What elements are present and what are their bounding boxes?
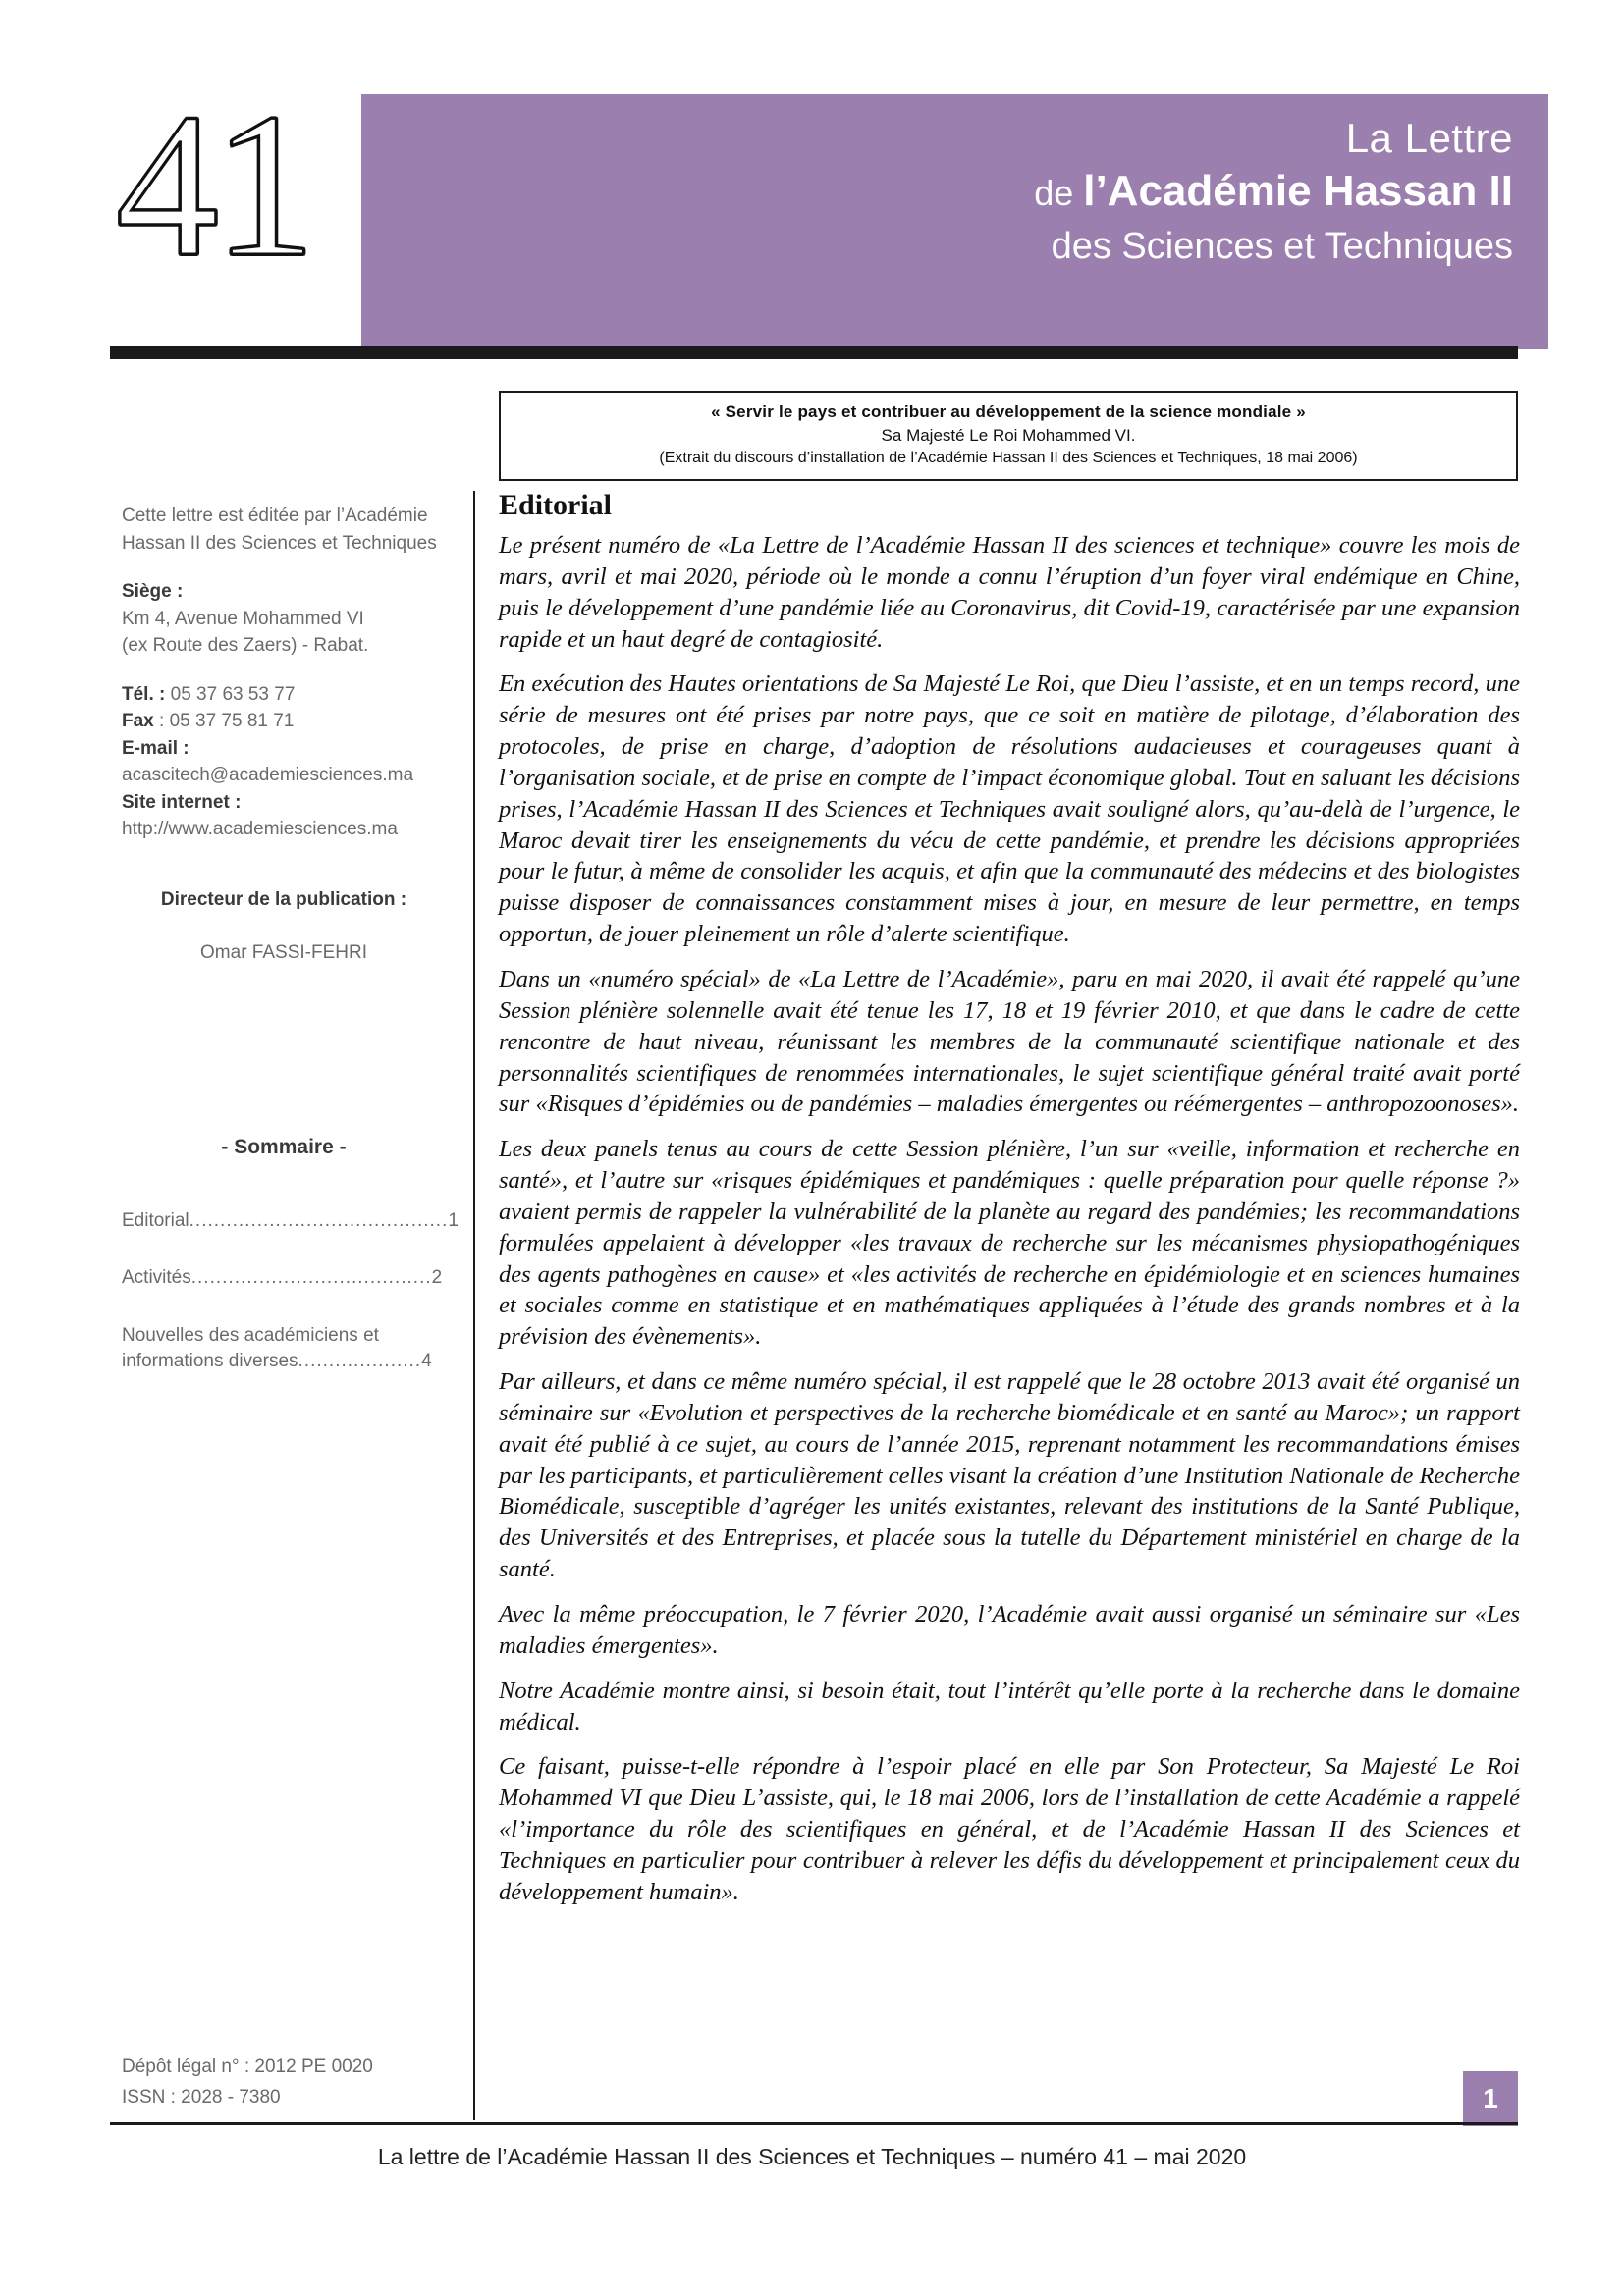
paragraph: Par ailleurs, et dans ce même numéro spécial, il est rappelé que le 28 octobre 2013 avait été organisé un séminaire sur «Evolution et perspectives de la recherche biomédicale et en santé au Maroc»; un rapport avait été publié à ce sujet, au cours de l’année 2015, reprenant notamment les recommandations émises par les participants, et particulièrement celles visant la création d’une Institution Nationale de Recherche Biomédicale, susceptible d’agréger les unités existantes, relevant des institutions de la Santé Publique, des Universités et des Entreprises, et placée sous la tutelle du Département ministériel en charge de la santé. bbox=[499, 1368, 1520, 1583]
telephone-value: 05 37 63 53 77 bbox=[165, 683, 296, 705]
issue-number: 41 bbox=[116, 72, 310, 299]
masthead-line-2 bbox=[1034, 168, 1513, 215]
sidebar-legal bbox=[122, 2053, 373, 2112]
masthead-line-1: La Lettre bbox=[1345, 115, 1513, 161]
toc-label: Editorial bbox=[122, 1209, 189, 1231]
quote-line-2: Sa Majesté Le Roi Mohammed VI. bbox=[881, 426, 1136, 445]
masthead-titles bbox=[1034, 116, 1513, 267]
director-name: Omar FASSI-FEHRI bbox=[200, 941, 367, 963]
footer-divider bbox=[110, 2122, 1518, 2125]
masthead-divider bbox=[110, 346, 1518, 359]
paragraph: Notre Académie montre ainsi, si besoin était, tout l’intérêt qu’elle porte à la recherche dans le domaine médical. bbox=[499, 1677, 1520, 1735]
footer-text: La lettre de l’Académie Hassan II des Sciences et Techniques – numéro 41 – mai 2020 bbox=[377, 2144, 1247, 2169]
masthead-line-3: des Sciences et Techniques bbox=[1051, 225, 1513, 267]
quote-line-3: (Extrait du discours d’installation de l’Académie Hassan II des Sciences et Techniques, 18 mai 2006) bbox=[659, 450, 1358, 466]
legal-deposit: Dépôt légal n° : 2012 PE 0020 bbox=[122, 2056, 373, 2078]
telephone-label: Tél. : bbox=[122, 683, 166, 705]
page-title: Editorial bbox=[499, 489, 613, 521]
paragraph: Dans un «numéro spécial» de «La Lettre de l’Académie», paru en mai 2020, il avait été rappelé qu’une Session plénière solennelle avait été tenue les 17, 18 et 19 février 2010, et que dans le cadre de cette rencontre de haut niveau, réunissant les membres de la communauté scientifique nationale et des personnalités scientifiques de renommées internationales, le sujet scientifique général traité avait porté sur «Risques d’épidémies ou de pandémies – maladies émergentes ou réémergentes – anthropozoonoses». bbox=[499, 965, 1520, 1118]
royal-quote-box bbox=[499, 391, 1518, 481]
website-value[interactable]: http://www.academiesciences.ma bbox=[122, 819, 398, 840]
paragraph: Les deux panels tenus au cours de cette Session plénière, l’un sur «veille, information et recherche en santé», et l’autre sur «risques épidémiques et pandémiques : quelle préparation pour quelle réponse ?» avaient permis de rappeler la vulnérabilité de la planète au regard des pandémies; les recommandations formulées appelaient à développer «les travaux de recherche sur les mécanismes physiopathogéniques des agents pathogènes en cause» et «les activités de recherche en épidémiologie et en sciences humaines et sociales comme en statistique et en mathématiques appliquées à l’étude des grands nombres et à la prévision des évènements». bbox=[499, 1136, 1520, 1351]
masthead bbox=[0, 0, 1624, 334]
list-item[interactable] bbox=[122, 1208, 459, 1235]
list-item[interactable] bbox=[122, 1265, 446, 1292]
toc-page: 4 bbox=[421, 1351, 432, 1372]
email-label: E-mail : bbox=[122, 737, 189, 759]
quote-line-1: « Servir le pays et contribuer au développement de la science mondiale » bbox=[711, 402, 1306, 421]
email-value[interactable]: acascitech@academiesciences.ma bbox=[122, 765, 414, 786]
masthead-line-2-main: l’Académie Hassan II bbox=[1083, 167, 1513, 216]
issn: ISSN : 2028 - 7380 bbox=[122, 2086, 281, 2108]
list-item[interactable] bbox=[122, 1323, 446, 1375]
siege-line-1: Km 4, Avenue Mohammed VI bbox=[122, 608, 364, 629]
paragraph: Le présent numéro de «La Lettre de l’Académie Hassan II des sciences et technique» couvre les mois de mars, avril et mai 2020, période où le monde a connu l’éruption d’un foyer viral endémique en Chine, puis le développement d’une pandémie liée au Coronavirus, dit Covid-19, caractérisée par une expansion rapide et un haut degré de contagiosité. bbox=[499, 532, 1520, 653]
siege-label: Siège : bbox=[122, 581, 184, 603]
telephone-row bbox=[122, 681, 446, 709]
editorial-column bbox=[499, 489, 1520, 1922]
paragraph: En exécution des Hautes orientations de Sa Majesté Le Roi, que Dieu l’assiste, et en un temps record, une série de mesures ont été prises par notre pays, que ce soit en matière de pilotage, d’élaboration des protocoles, de prise en charge, d’adoption de résolutions audacieuses et courageuses quant à l’organisation sociale, et de prise en compte de l’impact économique global. Tout en saluant les décisions prises, l’Académie Hassan II des Sciences et Techniques avait souligné alors, qu’au-delà de l’urgence, le Maroc devait tirer les enseignements du vécu de cette pandémie, et prendre les décisions appropriées pour le futur, à même de consolider les acquis, et afin que la communauté des médecins et des biologistes puisse disposer de connaissances constamment mises à jour, en mesure de leur permettre, en temps opportun, de jouer pleinement un rôle d’alerte scientifique. bbox=[499, 670, 1520, 948]
sidebar-intro: Cette lettre est éditée par l’Académie Hassan II des Sciences et Techniques bbox=[122, 506, 437, 554]
paragraph: Avec la même préoccupation, le 7 février 2020, l’Académie avait aussi organisé un séminaire sur «Les maladies émergentes». bbox=[499, 1601, 1520, 1659]
website-label: Site internet : bbox=[122, 791, 242, 813]
toc-label: Nouvelles des académiciens et informations diverses bbox=[122, 1324, 379, 1372]
sidebar-address-block bbox=[122, 578, 446, 660]
masthead-band bbox=[361, 94, 1548, 349]
fax-value: : 05 37 75 81 71 bbox=[153, 711, 295, 732]
table-of-contents bbox=[122, 1208, 459, 1375]
toc-dots: ....................................... bbox=[190, 1267, 432, 1289]
sidebar-contact-block bbox=[122, 681, 446, 843]
fax-label: Fax bbox=[122, 711, 154, 732]
toc-page: 2 bbox=[431, 1267, 443, 1289]
masthead-line-2-prefix: de bbox=[1034, 173, 1084, 214]
siege-line-2: (ex Route des Zaers) - Rabat. bbox=[122, 635, 369, 657]
summary-title: - Sommaire - bbox=[221, 1136, 347, 1159]
toc-label: Activités bbox=[122, 1267, 191, 1289]
page-number-badge: 1 bbox=[1463, 2071, 1518, 2126]
fax-row bbox=[122, 708, 446, 735]
sidebar bbox=[110, 491, 475, 2120]
toc-dots: .................... bbox=[298, 1351, 422, 1372]
toc-dots: .......................................... bbox=[189, 1209, 449, 1231]
director-label: Directeur de la publication : bbox=[160, 889, 407, 911]
toc-page: 1 bbox=[448, 1209, 459, 1231]
paragraph: Ce faisant, puisse-t-elle répondre à l’espoir placé en elle par Son Protecteur, Sa Majesté Le Roi Mohammed VI que Dieu L’assiste, qui, le 18 mai 2006, lors de l’installation de cette Académie a rappelé «l’importance du rôle des scientifiques en général, et de l’Académie Hassan II des Sciences et Techniques en particulier pour contribuer à relever les défis du développement et principalement ceux du développement humain». bbox=[499, 1753, 1520, 1905]
website-row bbox=[122, 789, 446, 817]
email-row bbox=[122, 735, 446, 763]
